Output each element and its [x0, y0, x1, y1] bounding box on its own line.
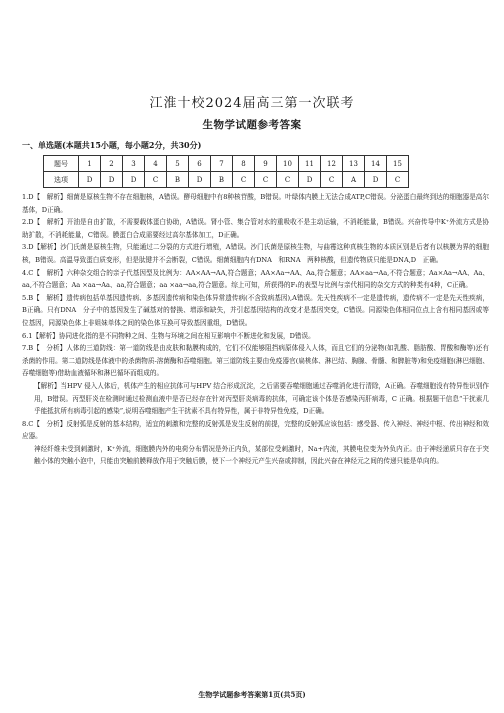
explanation-paragraph: 【解析】当HPV 侵入人体后，机体产生的相应抗体可与HPV 结合形成沉淀，之后需要吞噬细胞通过吞噬消化进行清除，A正确。吞噬细胞没有特异性识别作用，B错误。丙型肝炎在检测时通过检测血液中是否已经存在针对丙型肝炎病毒的抗体，可确定该个体是否感染丙肝病毒，C 正确。根据题干信息“干扰素几乎能抵抗所有病毒引起的感染”,说明吞噬细胞产生干扰素不具有特异性，属于非特异性免疫，D正确。	[34, 381, 489, 416]
section-title: 一、单选题(本题共15小题，每小题2分，共30分)	[22, 140, 202, 150]
answer-option: D	[101, 172, 123, 188]
explanation-paragraph: 神经纤维未受到刺激时，K⁺外流，细胞膜内外的电荷分布情况是外正内负，某部位受刺激时，Na+内流，其膜电位变为外负内正。由于神经递质只存在于突触小体的突触小泡中，只能由突触前膜释放作用于突触后膜，使下一个神经元产生兴奋或抑制，因此兴奋在神经元之间的传递只能是单向的。	[34, 444, 489, 466]
explanation-paragraph: 7.B【 分析】人体的三道防线：第一道防线是由皮肤和黏膜构成的，它们不仅能够阻挡病原体侵入人体，而且它们的分泌物(如乳酸、脂肪酸、胃酸和酶等)还有杀菌的作用。第二道防线是体液中的杀菌物质-溶菌酶和吞噬细胞。第三道防线主要由免疫器官(扁桃体、淋巴结、胸腺、骨髓、和脾脏等)和免疫细胞(淋巴细胞、吞噬细胞等)借助血液循环和淋巴循环而组成的。	[22, 344, 489, 378]
question-number: 10	[277, 156, 299, 172]
answer-option: C	[255, 172, 277, 188]
explanation-paragraph: 5.B【 解析】遗传病包括单基因遗传病、多基因遗传病和染色体异常遗传病(不含致病基因),A错误。先天性疾病不一定是遗传病，遗传病不一定是先天性疾病，B正确。只有DNA 分子中的基因发生了碱基对的替换、增添和缺失，并引起基因结构的改变才是基因突变，C错误。同源染色体相同位点上含有相同基因或等位基因，同源染色体上非姐妹单体之间的染色体互换可导致基因重组，D错误。	[22, 293, 489, 327]
answer-option: D	[299, 172, 321, 188]
answer-table	[43, 155, 409, 188]
answer-option: B	[167, 172, 189, 188]
question-number: 2	[101, 156, 123, 172]
question-number: 6	[189, 156, 211, 172]
answer-table-option-row	[44, 172, 409, 188]
question-number: 11	[299, 156, 321, 172]
question-number: 3	[123, 156, 145, 172]
question-number: 1	[79, 156, 101, 172]
row-label-number: 题号	[44, 156, 79, 172]
question-number: 4	[145, 156, 167, 172]
question-number: 14	[365, 156, 387, 172]
question-number: 9	[255, 156, 277, 172]
question-number: 7	[211, 156, 233, 172]
question-number: 15	[387, 156, 409, 172]
answer-option: C	[277, 172, 299, 188]
answer-option: C	[145, 172, 167, 188]
explanation-paragraph: 1.D【 解析】细菌是原核生物不存在细胞核，A错误。酵母细胞中有8种核苷酸，B错误。叶绿体内膜上无法合成ATP,C错误。分泌蛋白最终到达的细胞器是高尔基体，D正确。	[22, 193, 489, 214]
question-number: 5	[167, 156, 189, 172]
question-number: 12	[321, 156, 343, 172]
answer-option: C	[387, 172, 409, 188]
row-label-option: 选项	[44, 172, 79, 188]
answer-option: B	[211, 172, 233, 188]
explanation-paragraph: 3.D【解析】沙门氏菌是原核生物，只能通过二分裂的方式进行增殖，A错误。沙门氏菌是原核生物，与曲霉这种真核生物的本质区别是后者有以核膜为界的细胞核，B错误。高温导致蛋白质变形，但是肽键并不会断裂，C错误。细菌细胞内有DNA 和RNA 两种核酸，但遗传物质只能是DNA,D 正确。	[22, 243, 489, 264]
answer-option: A	[343, 172, 365, 188]
answer-option: C	[233, 172, 255, 188]
answer-option: D	[79, 172, 101, 188]
question-number: 13	[343, 156, 365, 172]
explanation-paragraph: 6.1【解析】协同进化指的是不同物种之间、生物与环境之间在相互影响中不断进化和发展，D错误。	[22, 331, 315, 340]
explanation-paragraph: 2.D【 解析】开油是自由扩散，不需要载体蛋白协助，A错误。肾小管、集合管对水的重吸收不是主动运输，不消耗能量，B错误。兴奋传导中K⁺外流方式是协助扩散，不消耗能量，C错误。膜蛋白合成需要经过高尔基体加工，D正确。	[22, 218, 489, 239]
explanation-paragraph: 8.C【 分析】反射弧是反射的基本结构，适宜的刺激和完整的反射弧是发生反射的前提，完整的反射弧应该包括：感受器、传入神经、神经中枢、传出神经和效应器。	[22, 419, 489, 441]
answer-table-number-row	[44, 156, 409, 172]
page-subtitle: 生物学试题参考答案	[202, 119, 302, 131]
answer-option: D	[365, 172, 387, 188]
page-title: 江淮十校2024届高三第一次联考	[149, 96, 355, 111]
question-number: 8	[233, 156, 255, 172]
explanation-paragraph: 4.C【 解析】六种杂交组合的亲子代基因型及比例为：AA×AA→AA,符合题意；AA×Aa→AA、Aa,符合题意；AA×aa→Aa,不符合题意；Aa×Aa→AA、Aa、aa,不符合题意；Aa ×aa→Aa、aa,符合题意；aa ×aa→aa,符合题意。综上可知，所获得的F₁的表型与比例与亲代相同的杂交方式的种类有4种，C正确。	[22, 268, 489, 290]
answer-option: C	[321, 172, 343, 188]
page-footer: 生物学试题参考答案第1页(共5页)	[198, 690, 306, 699]
answer-option: D	[123, 172, 145, 188]
answer-option: D	[189, 172, 211, 188]
explanations	[22, 191, 489, 468]
